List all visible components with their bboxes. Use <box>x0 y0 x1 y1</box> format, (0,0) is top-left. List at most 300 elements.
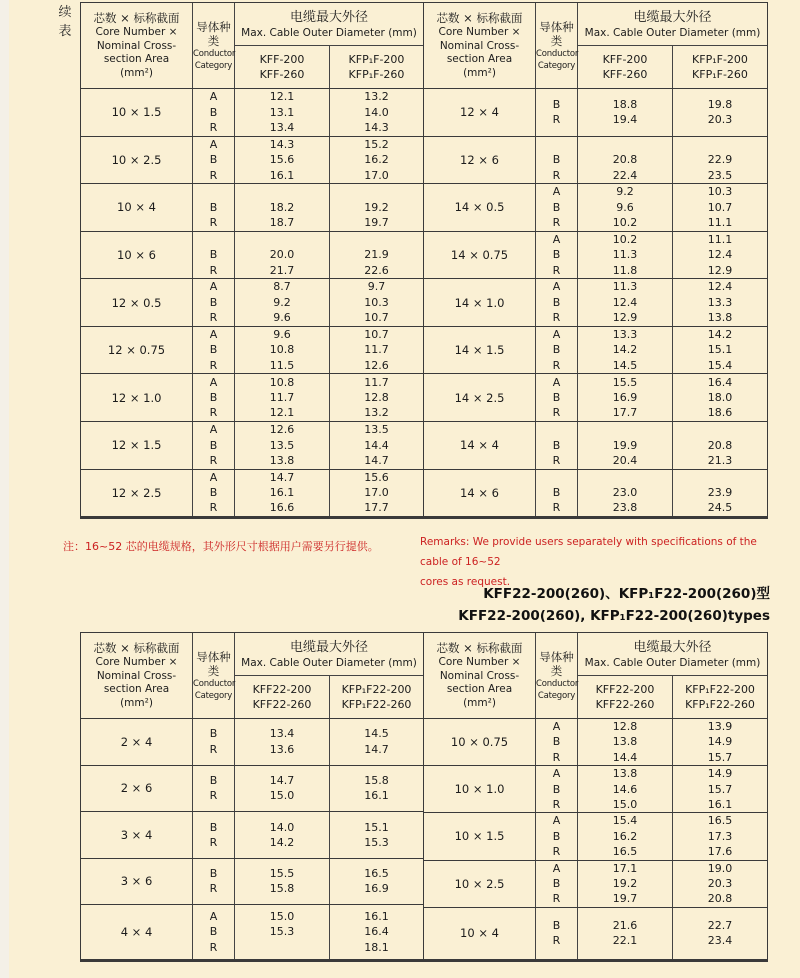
diameter-value: 12.4 <box>707 280 733 294</box>
diameter-value: 18.7 <box>269 216 295 230</box>
kpf-diameter-cell <box>330 374 423 421</box>
size-cell: 12 × 0.5 <box>81 279 193 326</box>
conductor-value: R <box>209 358 218 372</box>
conductor-value: B <box>209 867 218 881</box>
core-number-header-en4: (mm²) <box>463 66 496 79</box>
diameter-value: 19.0 <box>707 861 733 875</box>
kff-diameter-cell <box>235 279 330 326</box>
diameter-value: 13.8 <box>612 735 638 749</box>
diameter-value <box>578 422 672 437</box>
core-number-header-en3: section Area <box>103 683 170 695</box>
size-group <box>424 231 767 279</box>
diameter-value: 11.3 <box>612 280 638 294</box>
conductor-header-en1: Conductor <box>536 678 579 689</box>
size-group <box>424 89 767 136</box>
core-number-header-en1: Core Number × <box>438 656 521 668</box>
size-cell: 14 × 4 <box>424 422 536 469</box>
diameter-value: 17.0 <box>364 486 389 500</box>
kpf-diameter-cell <box>673 861 767 907</box>
conductor-value: B <box>552 486 561 500</box>
conductor-header-en1: Conductor <box>193 678 236 689</box>
size-cell: 10 × 2.5 <box>81 137 193 184</box>
diameter-value: 17.7 <box>364 501 389 515</box>
table-header <box>424 633 767 719</box>
conductor-value: B <box>209 820 218 834</box>
conductor-value <box>536 422 577 437</box>
conductor-value: A <box>552 720 561 733</box>
conductor-value: R <box>209 263 218 277</box>
core-number-header <box>424 3 536 88</box>
diameter-value: 15.1 <box>707 343 733 357</box>
conductor-value: R <box>209 742 218 756</box>
kff-diameter-cell <box>235 859 330 905</box>
size-group <box>81 719 423 765</box>
size-cell: 10 × 0.75 <box>424 719 536 765</box>
kpf-diameter-cell <box>330 232 423 279</box>
kff-diameter-cell <box>235 232 330 279</box>
kff-diameter-cell <box>578 861 673 907</box>
table-header <box>424 3 767 89</box>
kff-model-line1: KFF-200 <box>259 53 305 66</box>
diameter-value: 13.2 <box>364 406 389 420</box>
diameter-header-cn: 电缆最大外径 <box>633 9 712 25</box>
diameter-value: 15.8 <box>269 882 295 896</box>
diameter-value: 14.3 <box>269 137 295 151</box>
conductor-value: B <box>209 343 218 357</box>
table-body <box>424 719 767 959</box>
conductor-cell <box>536 89 578 136</box>
kff-diameter-cell <box>578 908 673 959</box>
conductor-value: B <box>552 343 561 357</box>
diameter-value: 11.5 <box>269 358 295 372</box>
diameter-value: 12.4 <box>707 248 733 262</box>
size-cell: 12 × 4 <box>424 89 536 136</box>
remarks-english-line2: cores as request. <box>420 576 511 588</box>
diameter-value: 8.7 <box>273 280 291 294</box>
diameter-value: 22.6 <box>364 263 389 277</box>
diameter-value: 20.3 <box>707 113 733 127</box>
diameter-value: 10.3 <box>707 185 733 199</box>
core-number-header-en4: (mm²) <box>463 696 496 709</box>
kff22-model-line2: KFF22-260 <box>595 698 655 711</box>
diameter-header-title <box>578 3 767 46</box>
kff-diameter-cell <box>235 766 330 812</box>
size-cell: 10 × 6 <box>81 232 193 279</box>
diameter-value: 16.2 <box>612 829 638 843</box>
conductor-cell <box>536 766 578 812</box>
diameter-value <box>330 184 423 199</box>
diameter-header-cn: 电缆最大外径 <box>289 639 368 655</box>
size-group <box>81 421 423 469</box>
diameter-value: 13.5 <box>269 438 295 452</box>
kpf-model-line1: KFP₁F-200 <box>692 53 748 66</box>
conductor-value: R <box>209 311 218 325</box>
conductor-cell <box>193 137 235 184</box>
conductor-value: B <box>552 829 561 843</box>
kpf-model-line1: KFP₁F-200 <box>348 53 405 66</box>
conductor-cell <box>193 374 235 421</box>
conductor-value: R <box>552 892 561 906</box>
kff-model-line2: KFF-260 <box>259 68 305 81</box>
size-group <box>424 136 767 184</box>
conductor-value <box>193 232 234 247</box>
conductor-value: A <box>552 328 561 341</box>
remarks-english-line1: Remarks: We provide users separately with specifications of the cable of 16~52 <box>420 536 757 568</box>
diameter-value: 17.3 <box>707 829 733 843</box>
diameter-value: 18.1 <box>364 940 389 954</box>
diameter-value: 16.4 <box>364 925 389 939</box>
kff-diameter-cell <box>235 905 330 959</box>
page-edge-shadow <box>0 0 9 978</box>
diameter-value: 14.7 <box>364 742 389 756</box>
diameter-value: 16.1 <box>269 486 295 500</box>
kpf-diameter-cell <box>330 327 423 374</box>
kpf-diameter-cell <box>330 137 423 184</box>
kff-model-line2: KFF-260 <box>602 68 648 81</box>
conductor-cell <box>536 470 578 517</box>
diameter-value: 20.0 <box>269 248 295 262</box>
diameter-value: 17.0 <box>364 168 389 182</box>
conductor-cell <box>193 905 235 959</box>
diameter-value: 15.0 <box>269 910 295 924</box>
diameter-value: 12.4 <box>612 295 638 309</box>
size-group <box>81 765 423 812</box>
size-cell: 10 × 1.5 <box>424 813 536 859</box>
diameter-header <box>578 633 767 718</box>
size-cell: 12 × 0.75 <box>81 327 193 374</box>
conductor-cell <box>193 327 235 374</box>
continued-char-1: 续 <box>58 5 72 20</box>
conductor-value: B <box>552 918 561 932</box>
diameter-value: 18.6 <box>707 406 733 420</box>
size-group <box>81 904 423 959</box>
conductor-value: R <box>552 797 561 811</box>
diameter-value <box>673 470 767 485</box>
core-number-header-en1: Core Number × <box>438 26 521 38</box>
kpf-diameter-cell <box>673 908 767 959</box>
diameter-value: 20.8 <box>707 892 733 906</box>
size-group <box>424 719 767 765</box>
continued-char-2: 表 <box>58 24 72 39</box>
kpf-diameter-cell <box>673 279 767 326</box>
diameter-value: 14.0 <box>269 820 295 834</box>
diameter-value: 16.6 <box>269 501 295 515</box>
conductor-value: R <box>209 168 218 182</box>
kff-diameter-cell <box>235 184 330 231</box>
diameter-value: 9.2 <box>273 295 291 309</box>
conductor-header-cn1: 导体种 <box>539 19 574 34</box>
conductor-cell <box>193 232 235 279</box>
size-group <box>424 278 767 326</box>
diameter-value: 12.8 <box>364 390 389 404</box>
diameter-value: 22.7 <box>707 918 733 932</box>
kff-diameter-cell <box>235 374 330 421</box>
conductor-value: R <box>552 934 561 948</box>
size-group <box>424 326 767 374</box>
core-number-header-cn: 芯数 × 标称截面 <box>436 641 523 655</box>
diameter-header-models <box>578 46 767 88</box>
conductor-value: R <box>552 358 561 372</box>
core-number-header-en2: Nominal Cross- <box>439 669 520 682</box>
diameter-value: 15.7 <box>707 750 733 764</box>
diameter-value: 13.5 <box>364 423 389 437</box>
diameter-value: 16.1 <box>364 910 389 924</box>
diameter-value: 23.5 <box>707 168 733 182</box>
conductor-value: B <box>552 438 561 452</box>
diameter-value: 11.7 <box>269 390 295 404</box>
kpf-diameter-cell <box>330 470 423 517</box>
size-group <box>424 373 767 421</box>
size-group <box>81 326 423 374</box>
diameter-value: 15.8 <box>364 773 389 787</box>
conductor-value: R <box>209 216 218 230</box>
conductor-value: B <box>552 390 561 404</box>
kff-diameter-cell <box>578 719 673 765</box>
diameter-value: 14.4 <box>612 750 638 764</box>
diameter-value: 11.7 <box>364 375 389 389</box>
conductor-value: B <box>209 925 218 939</box>
diameter-value <box>235 940 329 955</box>
size-group <box>81 183 423 231</box>
diameter-value: 13.3 <box>707 295 733 309</box>
conductor-value: B <box>209 105 218 119</box>
diameter-value: 21.7 <box>269 263 295 277</box>
conductor-header-en2: Category <box>537 60 576 71</box>
kpf-diameter-cell <box>673 327 767 374</box>
diameter-value: 19.7 <box>612 892 638 906</box>
diameter-value: 14.4 <box>364 438 389 452</box>
diameter-value: 21.9 <box>364 248 389 262</box>
diameter-value: 20.4 <box>612 453 638 467</box>
diameter-value: 15.4 <box>612 814 638 828</box>
diameter-header-cn: 电缆最大外径 <box>633 639 712 655</box>
conductor-value <box>193 184 234 199</box>
kpf-diameter-cell <box>330 422 423 469</box>
diameter-value: 15.3 <box>269 925 295 939</box>
conductor-cell <box>193 719 235 765</box>
kpf-diameter-cell <box>673 374 767 421</box>
size-group <box>81 231 423 279</box>
diameter-value: 16.5 <box>707 814 733 828</box>
diameter-value: 10.8 <box>269 343 295 357</box>
diameter-value: 14.9 <box>707 735 733 749</box>
kpf-diameter-cell <box>673 766 767 812</box>
kpf-diameter-cell <box>673 184 767 231</box>
core-number-header-cn: 芯数 × 标称截面 <box>93 11 180 25</box>
size-group <box>81 136 423 184</box>
kff22-model-header <box>578 676 673 718</box>
diameter-value: 16.1 <box>364 789 389 803</box>
diameter-value: 20.8 <box>707 438 733 452</box>
conductor-value: B <box>552 735 561 749</box>
size-group <box>424 765 767 812</box>
diameter-value: 16.9 <box>364 882 389 896</box>
kff22-model-line2: KFF22-260 <box>252 698 312 711</box>
diameter-value: 17.7 <box>612 406 638 420</box>
diameter-value: 12.6 <box>364 358 389 372</box>
core-number-header-en2: Nominal Cross- <box>96 39 177 52</box>
size-group <box>424 183 767 231</box>
conductor-value: A <box>209 280 218 294</box>
size-cell: 2 × 4 <box>81 719 193 765</box>
diameter-value: 16.1 <box>269 168 295 182</box>
diameter-value: 10.7 <box>364 328 389 341</box>
diameter-value: 14.0 <box>364 105 389 119</box>
size-group <box>424 860 767 907</box>
size-cell: 14 × 1.5 <box>424 327 536 374</box>
size-cell: 12 × 2.5 <box>81 470 193 517</box>
kff-diameter-cell <box>235 89 330 136</box>
diameter-value: 19.4 <box>612 113 638 127</box>
diameter-value: 22.1 <box>612 934 638 948</box>
diameter-value: 22.4 <box>612 168 638 182</box>
conductor-value: B <box>209 486 218 500</box>
kpf-diameter-cell <box>673 813 767 859</box>
diameter-value: 19.7 <box>364 216 389 230</box>
conductor-value: A <box>209 375 218 389</box>
diameter-value: 11.1 <box>707 216 733 230</box>
diameter-header-en: Max. Cable Outer Diameter (mm) <box>584 656 761 669</box>
kff-diameter-cell <box>235 422 330 469</box>
diameter-value: 15.6 <box>269 153 295 167</box>
core-number-header-en4: (mm²) <box>120 66 153 79</box>
diameter-value: 23.0 <box>612 486 638 500</box>
conductor-value <box>536 137 577 152</box>
kff-model-line1: KFF-200 <box>602 53 648 66</box>
conductor-cell <box>193 812 235 858</box>
diameter-value: 19.2 <box>364 200 389 214</box>
diameter-value <box>578 470 672 485</box>
diameter-value: 10.2 <box>612 232 638 246</box>
diameter-value: 13.8 <box>612 767 638 781</box>
diameter-value: 14.7 <box>269 773 295 787</box>
kpf-diameter-cell <box>673 89 767 136</box>
diameter-value: 9.7 <box>367 280 386 294</box>
diameter-value: 9.2 <box>616 185 634 199</box>
kff-diameter-cell <box>235 719 330 765</box>
conductor-value: B <box>552 295 561 309</box>
size-cell: 14 × 0.5 <box>424 184 536 231</box>
diameter-value: 12.8 <box>612 720 638 733</box>
size-cell: 10 × 4 <box>81 184 193 231</box>
conductor-value: A <box>552 232 561 246</box>
core-number-header-cn: 芯数 × 标称截面 <box>436 11 523 25</box>
diameter-header-models <box>235 676 423 718</box>
diameter-value: 13.9 <box>707 720 733 733</box>
core-number-header-en3: section Area <box>446 683 513 695</box>
conductor-value: A <box>209 328 218 341</box>
conductor-header-cn1: 导体种 <box>196 649 231 664</box>
diameter-value: 13.4 <box>269 727 295 741</box>
conductor-value: R <box>209 882 218 896</box>
conductor-value: R <box>552 168 561 182</box>
core-number-header-cn: 芯数 × 标称截面 <box>93 641 180 655</box>
kff-model-header <box>578 46 673 88</box>
size-cell: 10 × 1.5 <box>81 89 193 136</box>
conductor-header-cn1: 导体种 <box>196 19 231 34</box>
conductor-category-header <box>193 3 235 88</box>
conductor-value: A <box>209 423 218 437</box>
kff-diameter-cell <box>578 813 673 859</box>
diameter-value: 20.8 <box>612 153 638 167</box>
conductor-value: R <box>552 501 561 515</box>
diameter-value: 10.2 <box>612 216 638 230</box>
core-number-header-en3: section Area <box>103 53 170 65</box>
conductor-value: A <box>209 137 218 151</box>
conductor-header-en2: Category <box>194 60 233 71</box>
conductor-header-cn2: 类 <box>207 663 220 678</box>
diameter-value: 18.0 <box>707 390 733 404</box>
conductor-cell <box>536 813 578 859</box>
conductor-value: B <box>209 390 218 404</box>
diameter-value: 15.6 <box>364 470 389 484</box>
diameter-header-models <box>235 46 423 88</box>
diameter-value: 20.3 <box>707 876 733 890</box>
kff-diameter-cell <box>578 374 673 421</box>
diameter-header-title <box>578 633 767 676</box>
diameter-header <box>578 3 767 88</box>
kpf-diameter-cell <box>330 184 423 231</box>
diameter-value: 16.4 <box>707 375 733 389</box>
size-cell: 14 × 2.5 <box>424 374 536 421</box>
diameter-value: 21.6 <box>612 918 638 932</box>
kpf22-model-header <box>673 676 767 718</box>
diameter-value: 9.6 <box>273 328 291 341</box>
diameter-value: 14.7 <box>269 470 295 484</box>
conductor-cell <box>193 279 235 326</box>
conductor-value: R <box>209 120 218 134</box>
conductor-value: B <box>209 248 218 262</box>
conductor-value: A <box>209 90 218 104</box>
table-body <box>81 719 423 959</box>
diameter-value: 24.5 <box>707 501 733 515</box>
diameter-value: 9.6 <box>616 200 634 214</box>
table-body <box>424 89 767 516</box>
diameter-header-models <box>578 676 767 718</box>
size-group <box>81 469 423 517</box>
diameter-value: 16.9 <box>612 390 638 404</box>
diameter-value: 9.6 <box>273 311 291 325</box>
conductor-value: B <box>209 200 218 214</box>
diameter-value: 14.9 <box>707 767 733 781</box>
size-group <box>424 812 767 859</box>
kpf-diameter-cell <box>330 766 423 812</box>
conductor-value: B <box>209 153 218 167</box>
kff-diameter-cell <box>235 470 330 517</box>
conductor-cell <box>193 766 235 812</box>
kpf22-model-line2: KFP₁F22-260 <box>341 698 412 711</box>
conductor-value: R <box>552 113 561 127</box>
diameter-value: 12.9 <box>707 263 733 277</box>
conductor-value: B <box>209 438 218 452</box>
diameter-header <box>235 633 423 718</box>
diameter-value: 18.2 <box>269 200 295 214</box>
kpf-model-header <box>673 46 767 88</box>
kff-diameter-cell <box>235 137 330 184</box>
kpf-diameter-cell <box>330 89 423 136</box>
size-group <box>81 373 423 421</box>
conductor-header-cn2: 类 <box>207 33 220 48</box>
diameter-value: 15.2 <box>364 137 389 151</box>
diameter-value: 19.8 <box>707 97 733 111</box>
diameter-header-cn: 电缆最大外径 <box>289 9 368 25</box>
kff-model-header <box>235 46 330 88</box>
size-cell: 14 × 6 <box>424 470 536 517</box>
diameter-header-title <box>235 3 423 46</box>
diameter-value: 14.3 <box>364 120 389 134</box>
kff-diameter-cell <box>578 279 673 326</box>
conductor-value: R <box>209 789 218 803</box>
